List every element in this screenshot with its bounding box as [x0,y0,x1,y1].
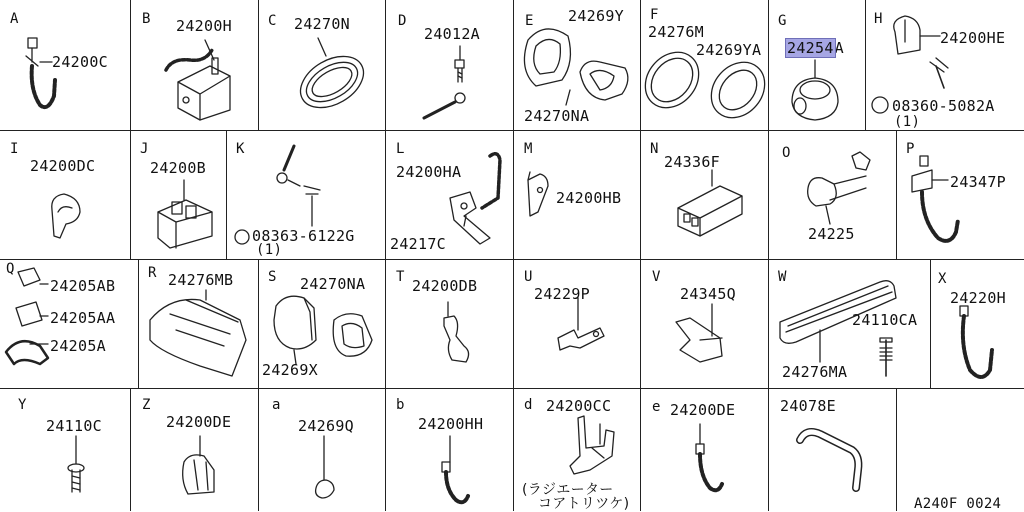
bracket-icon-d [570,416,614,474]
harness-icon-x [960,306,992,377]
cell-letter-C: C [268,13,277,29]
cell-letter-U: U [524,269,533,285]
bracket-icon-v [676,304,722,362]
part-number-24200HH[interactable]: 24200HH [418,415,484,433]
grommet-plug-icon-g [792,60,838,120]
cell-letter-A: A [10,11,19,27]
part-number-24078E[interactable]: 24078E [780,397,836,415]
part-number-24200DE[interactable]: 24200DE [166,413,232,431]
cell-letter-B: B [142,11,151,27]
part-number-24200HA[interactable]: 24200HA [396,163,462,181]
cell-letter-b: b [396,397,405,413]
grommet-icon-e [524,29,627,105]
part-number-24200HE[interactable]: 24200HE [940,29,1006,47]
cell-letter-X: X [938,271,947,287]
cell-letter-S: S [268,269,277,285]
cell-letter-Z: Z [142,397,151,413]
clip-icon-q [6,268,48,364]
cell-letter-Q: Q [6,261,15,277]
clip-icon-t [444,302,469,362]
ground-bolt-icon-d [424,46,465,118]
cell-letter-e: e [652,399,661,415]
part-number-24276M[interactable]: 24276M [648,23,704,41]
grommet-icon-s [274,296,372,364]
cell-letter-T: T [396,269,405,285]
part-number-24345Q[interactable]: 24345Q [680,285,736,303]
part-number-24269Q[interactable]: 24269Q [298,417,354,435]
part-number-24200DC[interactable]: 24200DC [30,157,96,175]
part-number-24220H[interactable]: 24220H [950,289,1006,307]
cell-letter-L: L [396,141,405,157]
cell-letter-O: O [782,145,791,161]
part-number-24110CA[interactable]: 24110CA [852,311,918,329]
cell-letter-V: V [652,269,661,285]
cell-letter-R: R [148,265,157,281]
harness-icon-e [696,424,722,490]
part-number-08363-6122G[interactable]: 08363-6122G [252,227,355,245]
part-number-08360-5082A[interactable]: 08360-5082A [892,97,995,115]
part-number-24200HB[interactable]: 24200HB [556,189,622,207]
cell-letter-M: M [524,141,533,157]
cell-letter-Y: Y [18,397,27,413]
cell-letter-E: E [525,13,534,29]
clip-icon-j [158,180,212,248]
part-number-24205AB[interactable]: 24205AB [50,277,116,295]
part-number-24012A[interactable]: 24012A [424,25,480,43]
bracket-icon-b [166,40,230,120]
part-number-24270N[interactable]: 24270N [294,15,350,33]
clip-icon-a [316,436,334,498]
cell-letter-J: J [140,141,149,157]
part-number-24270NA[interactable]: 24270NA [300,275,366,293]
part-number-24347P[interactable]: 24347P [950,173,1006,191]
quantity-note: (1) [894,114,921,130]
clip-icon-i [52,194,80,238]
part-number-24200DE[interactable]: 24200DE [670,401,736,419]
cell-letter-F: F [650,7,659,23]
cell-letter-a: a [272,397,281,413]
cell-letter-K: K [236,141,245,157]
protector-icon-r [150,290,246,376]
clip-icon-z [183,436,214,494]
harness-icon-p [912,156,958,241]
clip-icon-o [808,152,870,224]
cell-letter-D: D [398,13,407,29]
part-number-24276MB[interactable]: 24276MB [168,271,234,289]
part-number-24270NA[interactable]: 24270NA [524,107,590,125]
cell-letter-d: d [524,397,533,413]
bracket-icon-u [558,298,604,350]
part-number-24269X[interactable]: 24269X [262,361,318,379]
mounting-note-line2: コアトリツケ) [538,496,630,512]
cell-letter-P: P [906,141,915,157]
hose-icon [800,432,858,488]
cell-letter-N: N [650,141,659,157]
mounting-note-line1: (ラジエーター [522,482,614,498]
cell-letter-G: G [778,13,787,29]
diagram-code: A240F 0024 [914,496,1002,512]
part-number-24269Y[interactable]: 24269Y [568,7,624,25]
part-number-24200CC[interactable]: 24200CC [546,397,612,415]
part-number-24225[interactable]: 24225 [808,225,855,243]
highlighted-part-number[interactable]: 24254 [787,39,834,57]
connector-icon-n [678,170,742,236]
part-number-24205AA[interactable]: 24205AA [50,309,116,327]
part-number-24269YA[interactable]: 24269YA [696,41,762,59]
part-number-24205A[interactable]: 24205A [50,337,106,355]
part-number-24200C[interactable]: 24200C [52,53,108,71]
bolt-icon-y [68,436,84,492]
part-number-24336F[interactable]: 24336F [664,153,720,171]
part-number-24200H[interactable]: 24200H [176,17,232,35]
clip-icon-m [528,172,548,216]
part-number-24110C[interactable]: 24110C [46,417,102,435]
cell-letter-H: H [874,11,883,27]
part-number-24229P[interactable]: 24229P [534,285,590,303]
part-number-24254A[interactable] [786,40,844,56]
harness-icon-a [26,38,55,107]
part-number-24217C[interactable]: 24217C [390,235,446,253]
part-suffix: A [834,39,844,57]
part-number-24276MA[interactable]: 24276MA [782,363,848,381]
harness-icon-b [442,436,468,502]
cell-letter-I: I [10,141,19,157]
cell-letter-W: W [778,269,787,285]
grommet-icon-c [292,38,373,118]
part-number-24200DB[interactable]: 24200DB [412,277,478,295]
part-number-24200B[interactable]: 24200B [150,159,206,177]
quantity-note: (1) [256,242,283,258]
